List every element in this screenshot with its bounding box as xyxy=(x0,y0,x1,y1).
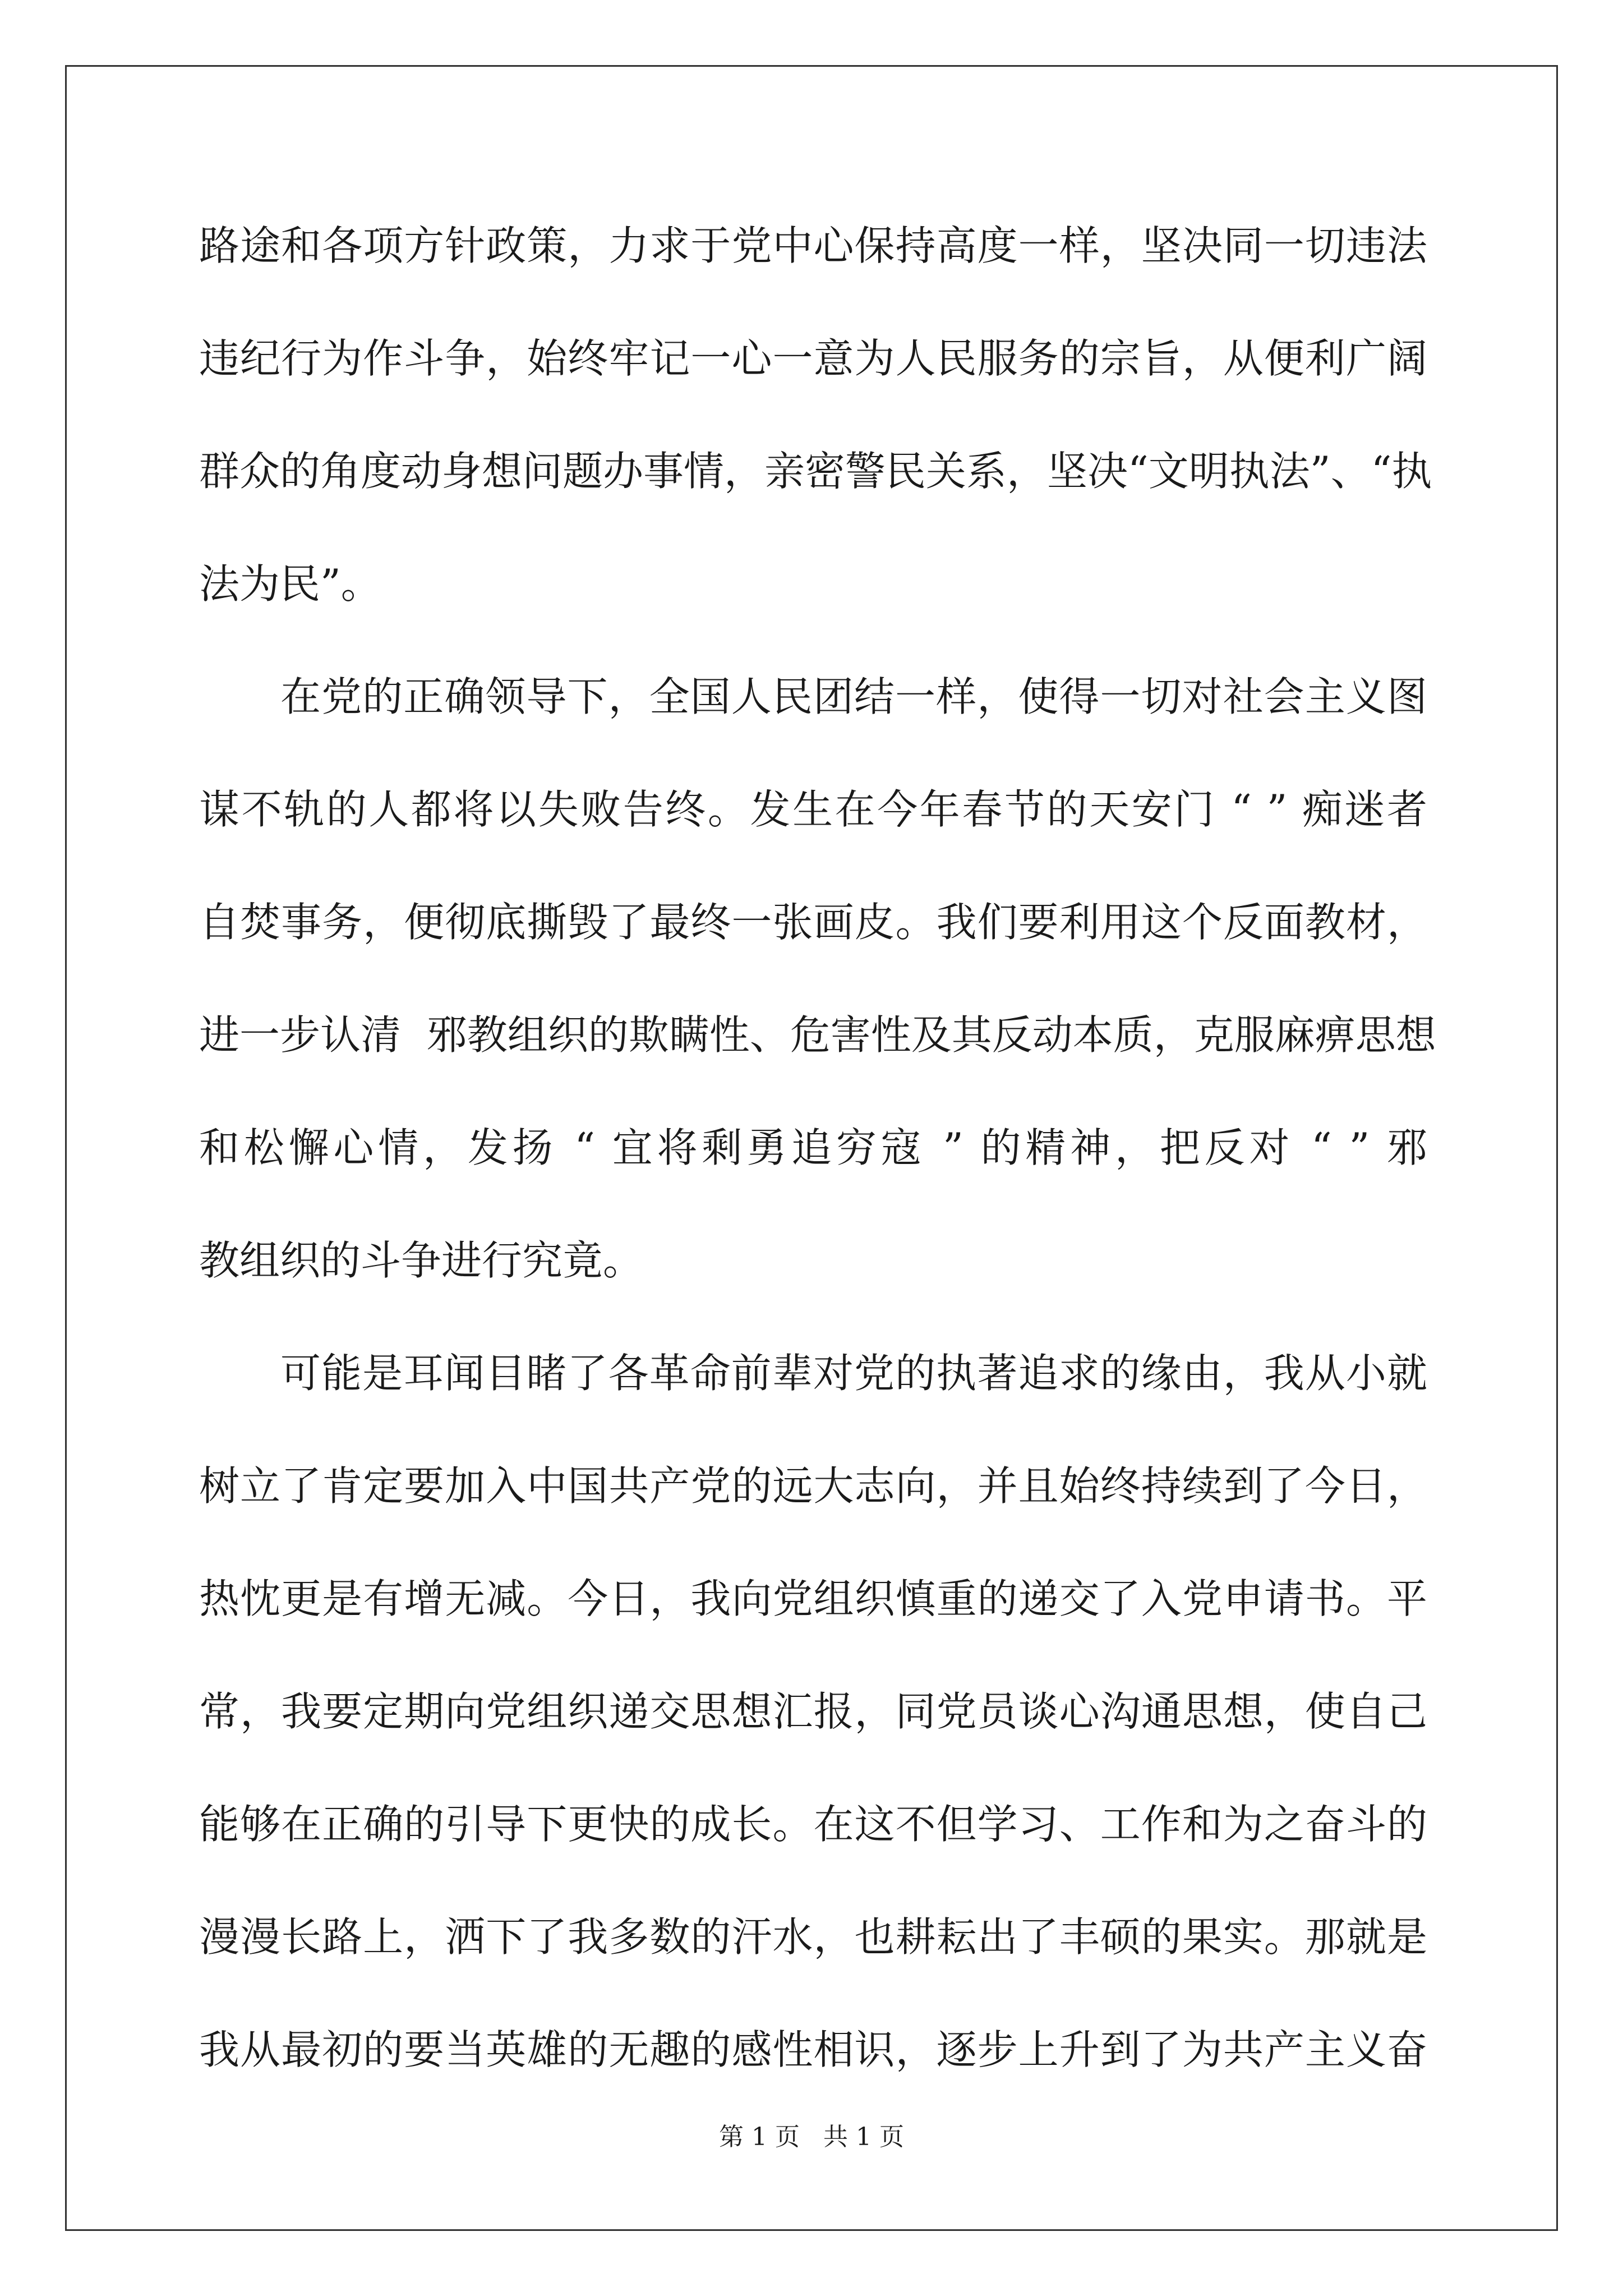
text-line-16: 漫漫长路上，洒下了我多数的汗水，也耕耘出了丰硕的果实。那就是 xyxy=(199,1913,1427,1961)
text-line-11: 可能是耳闻目睹了各革命前辈对党的执著追求的缘由，我从小就 xyxy=(280,1350,1427,1397)
text-line-17: 我从最初的要当英雄的无趣的感性相识，逐步上升到了为共产主义奋 xyxy=(199,2026,1427,2073)
text-line-14: 常，我要定期向党组织递交思想汇报，同党员谈心沟通思想，使自己 xyxy=(199,1688,1427,1735)
text-line-7: 自焚事务，便彻底撕毁了最终一张画皮。我们要利用这个反面教材， xyxy=(199,899,1427,946)
text-line-13: 热忱更是有增无减。今日，我向党组织慎重的递交了入党申请书。平 xyxy=(199,1575,1427,1622)
text-line-10: 教组织的斗争进行究竟。 xyxy=(199,1237,644,1284)
text-line-8: 进一步认清 邪教组织的欺瞒性、危害性及其反动本质，克服麻痹思想 xyxy=(199,1011,1436,1059)
text-line-9: 和松懈心情，发扬 “ 宜将剩勇追穷寇 ” 的精神，把反对 “ ” 邪 xyxy=(199,1124,1427,1171)
text-line-6: 谋不轨的人都将以失败告终。发生在今年春节的天安门 “ ” 痴迷者 xyxy=(199,786,1427,833)
text-line-5: 在党的正确领导下，全国人民团结一样，使得一切对社会主义图 xyxy=(280,673,1427,720)
text-line-1: 路途和各项方针政策，力求于党中心保持高度一样，坚决同一切违法 xyxy=(199,222,1427,269)
text-line-3: 群众的角度动身想问题办事情，亲密警民关系，坚决“文明执法”、“执 xyxy=(199,448,1432,495)
text-line-4: 法为民”。 xyxy=(199,560,381,608)
text-line-12: 树立了肯定要加入中国共产党的远大志向，并且始终持续到了今日， xyxy=(199,1462,1427,1510)
text-line-15: 能够在正确的引导下更快的成长。在这不但学习、工作和为之奋斗的 xyxy=(199,1801,1427,1848)
page-number-footer: 第 1 页 共 1 页 xyxy=(719,2123,904,2151)
text-line-2: 违纪行为作斗争，始终牢记一心一意为人民服务的宗旨，从便利广阔 xyxy=(199,335,1427,382)
